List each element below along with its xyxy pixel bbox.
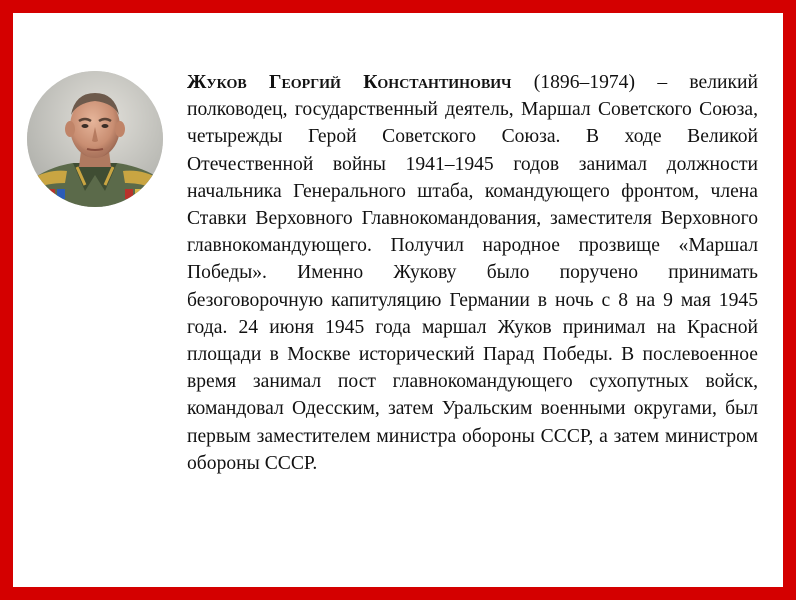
person-name: Жуков Георгий Константинович — [187, 72, 512, 93]
biography-text — [187, 69, 758, 477]
portrait-image — [27, 71, 163, 207]
marshal-portrait-icon — [27, 71, 163, 207]
biography-body: – великий полководец, государственный деятель, Маршал Советского Союза, четырежды Герой Советского Союза. В ходе Великой Отечественной войны 1941–1945 годов занимал должности начальника Генерального штаба, командующего фронтом, члена Ставки Верховного Главнокомандования, заместителя Верховного главнокомандующего. Получил народное прозвище «Маршал Победы». Именно Жукову было поручено принимать безоговорочную капитуляцию Германии в ночь с 8 на 9 мая 1945 года. 24 июня 1945 года маршал Жуков принимал на Красной площади в Москве исторический Парад Победы. В послевоенное время занимал пост главнокомандующего сухопутных войск, командовал Одесским, затем Уральским военными округами, был первым заместителем министра обороны СССР, а затем министром обороны СССР. — [187, 72, 759, 474]
life-years: (1896–1974) — [533, 72, 636, 93]
